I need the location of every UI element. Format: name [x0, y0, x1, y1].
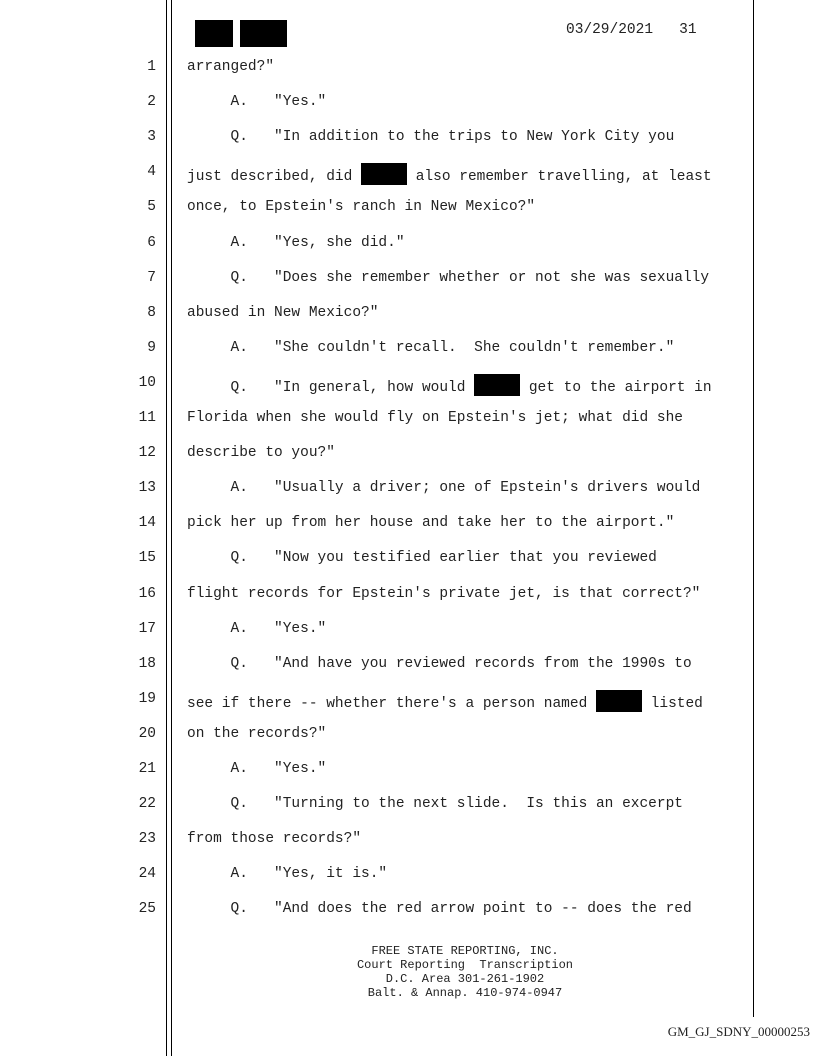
transcript-line [187, 725, 757, 743]
line-text-segment: just described, did [187, 169, 362, 185]
transcript-line [187, 655, 757, 673]
transcript-line [187, 585, 757, 603]
redaction-box [474, 374, 520, 396]
line-number: 15 [138, 550, 156, 566]
line-number: 8 [147, 305, 156, 321]
line-text-segment: Q. "And does the red arrow point to -- does the red [187, 901, 692, 917]
line-text-segment: arranged?" [187, 59, 275, 75]
line-number: 6 [147, 235, 156, 251]
footer-company: FREE STATE REPORTING, INC. [371, 944, 559, 958]
transcript-line [187, 198, 757, 216]
line-text-segment: A. "Yes." [187, 761, 327, 777]
line-number: 13 [138, 480, 156, 496]
transcript-line [187, 690, 757, 713]
line-text-segment: pick her up from her house and take her to the airport." [187, 515, 675, 531]
line-text-segment: from those records?" [187, 831, 362, 847]
line-text-segment: A. "Yes, she did." [187, 235, 405, 251]
line-number: 4 [147, 164, 156, 180]
line-text-segment: see if there -- whether there's a person named [187, 696, 596, 712]
line-number: 3 [147, 129, 156, 145]
line-text-segment: Q. "Turning to the next slide. Is this an excerpt [187, 796, 683, 812]
bates-number: GM_GJ_SDNY_00000253 [667, 1024, 810, 1039]
redaction-box [596, 690, 642, 712]
line-text-segment: A. "Yes, it is." [187, 866, 388, 882]
transcript-line [187, 269, 757, 287]
footer-balt-phone: Balt. & Annap. 410-974-0947 [367, 986, 563, 1000]
line-number: 7 [147, 270, 156, 286]
transcript-line [187, 830, 757, 848]
line-number: 10 [138, 375, 156, 391]
line-number: 24 [138, 866, 156, 882]
transcript-line [187, 549, 757, 567]
header-redaction [240, 20, 287, 47]
transcript-line [187, 374, 757, 397]
reporter-footer [300, 944, 630, 1000]
transcript-line [187, 409, 757, 427]
transcript-line [187, 865, 757, 883]
redaction-box [361, 163, 407, 185]
line-number: 20 [138, 726, 156, 742]
transcript-line [187, 58, 757, 76]
transcript-line [187, 234, 757, 252]
left-margin-rule-inner [171, 0, 172, 1056]
line-text-segment: A. "Yes." [187, 621, 327, 637]
left-margin-rule-outer [166, 0, 167, 1056]
line-number: 2 [147, 94, 156, 110]
transcript-line [187, 128, 757, 146]
line-number: 22 [138, 796, 156, 812]
line-number: 18 [138, 656, 156, 672]
transcript-line [187, 795, 757, 813]
transcript-line [187, 339, 757, 357]
line-text-segment: Q. "And have you reviewed records from the 1990s to [187, 656, 692, 672]
line-text-segment: flight records for Epstein's private jet, is that correct?" [187, 586, 701, 602]
line-number: 14 [138, 515, 156, 531]
line-number: 1 [147, 59, 156, 75]
line-text-segment: on the records?" [187, 726, 327, 742]
transcript-line [187, 760, 757, 778]
header-date-page [566, 22, 697, 38]
line-text-segment: abused in New Mexico?" [187, 305, 379, 321]
line-number: 5 [147, 199, 156, 215]
header-redaction [195, 20, 233, 47]
footer-service: Court Reporting Transcription [356, 958, 574, 972]
line-number: 23 [138, 831, 156, 847]
line-text-segment: once, to Epstein's ranch in New Mexico?" [187, 199, 536, 215]
line-text-segment: listed [641, 696, 703, 712]
transcript-line [187, 900, 757, 918]
line-number: 25 [138, 901, 156, 917]
line-number: 17 [138, 621, 156, 637]
transcript-line [187, 620, 757, 638]
line-number: 11 [138, 410, 156, 426]
line-number: 19 [138, 691, 156, 707]
transcript-line [187, 304, 757, 322]
transcript-line [187, 444, 757, 462]
line-text-segment: Q. "In addition to the trips to New York City you [187, 129, 675, 145]
header-page-number: 31 [679, 22, 697, 38]
line-text-segment: A. "She couldn't recall. She couldn't remember." [187, 340, 675, 356]
line-number: 9 [147, 340, 156, 356]
line-number: 16 [138, 586, 156, 602]
transcript-line [187, 479, 757, 497]
line-number: 21 [138, 761, 156, 777]
line-text-segment: Q. "In general, how would [187, 380, 475, 396]
line-text-segment: Florida when she would fly on Epstein's jet; what did she [187, 410, 683, 426]
line-text-segment: also remember travelling, at least [407, 169, 712, 185]
line-text-segment: get to the airport in [520, 380, 712, 396]
header-date: 03/29/2021 [566, 22, 654, 38]
transcript-line [187, 93, 757, 111]
line-text-segment: A. "Yes." [187, 94, 327, 110]
transcript-line [187, 163, 757, 186]
footer-dc-phone: D.C. Area 301-261-1902 [385, 972, 545, 986]
line-text-segment: describe to you?" [187, 445, 335, 461]
line-text-segment: Q. "Does she remember whether or not she was sexually [187, 270, 710, 286]
line-text-segment: Q. "Now you testified earlier that you reviewed [187, 550, 657, 566]
transcript-line [187, 514, 757, 532]
line-text-segment: A. "Usually a driver; one of Epstein's drivers would [187, 480, 701, 496]
line-number: 12 [138, 445, 156, 461]
